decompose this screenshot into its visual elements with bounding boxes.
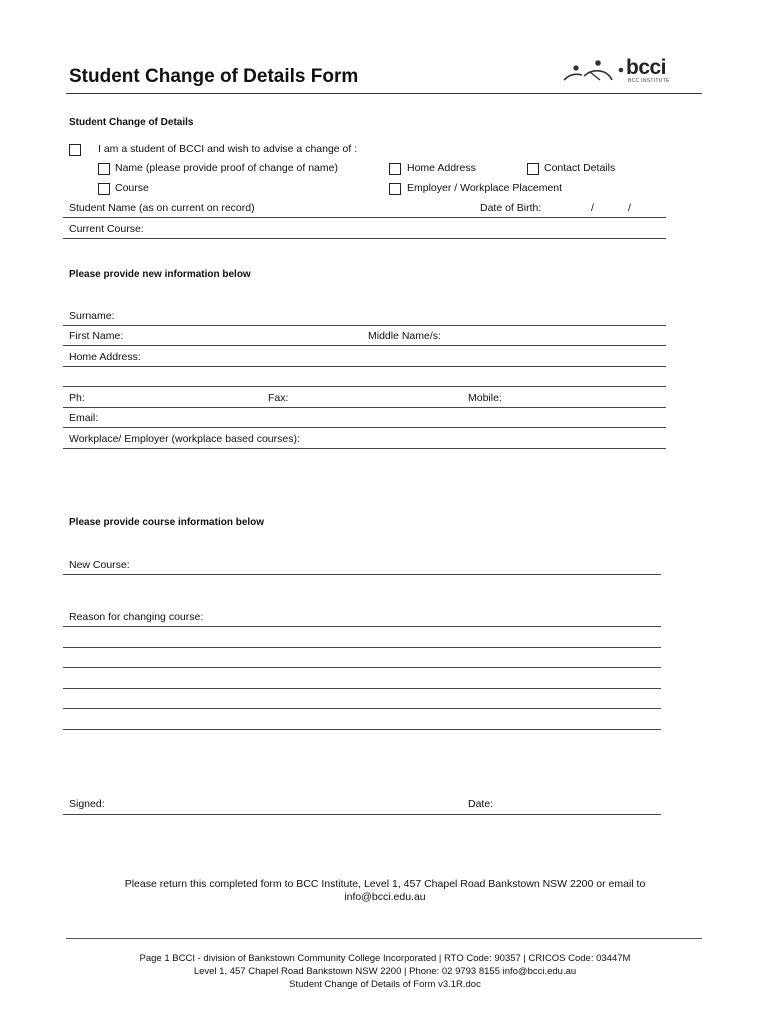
student-name-field[interactable] (63, 217, 666, 218)
student-confirm-checkbox[interactable] (69, 144, 81, 156)
first-name-label: First Name: (69, 330, 124, 342)
home-address-checkbox[interactable] (389, 163, 401, 175)
logo-text: bcci (626, 56, 667, 79)
new-course-label: New Course: (69, 559, 130, 571)
surname-label: Surname: (69, 310, 115, 322)
section-heading-new-information: Please provide new information below (69, 269, 251, 280)
student-name-label: Student Name (as on current on record) (69, 202, 255, 214)
name-change-label: Name (please provide proof of change of name) (115, 162, 338, 174)
middle-name-label: Middle Name/s: (368, 330, 441, 342)
home-address-field[interactable] (63, 366, 666, 367)
signature-field[interactable] (63, 814, 661, 815)
home-address-field-line2[interactable] (63, 386, 666, 387)
new-course-field[interactable] (63, 574, 661, 575)
surname-field[interactable] (63, 325, 666, 326)
email-field[interactable] (63, 427, 666, 428)
reason-field-line[interactable] (63, 667, 661, 668)
contact-details-label: Contact Details (544, 162, 616, 174)
workplace-field[interactable] (63, 448, 666, 449)
employer-checkbox[interactable] (389, 183, 401, 195)
page-title: Student Change of Details Form (69, 66, 359, 87)
footer-line-1: Page 1 BCCI - division of Bankstown Community College Incorporated | RTO Code: 90357 | CRICOS Code: 03447M (139, 953, 631, 964)
home-address-option-label: Home Address (407, 162, 476, 174)
logo-subtext: BCC INSTITUTE (628, 78, 670, 84)
reason-field-line[interactable] (63, 647, 661, 648)
reason-field-line[interactable] (63, 688, 661, 689)
course-option-label: Course (115, 182, 149, 194)
student-confirm-label: I am a student of BCCI and wish to advise a change of : (98, 143, 358, 155)
footer-line-2: Level 1, 457 Chapel Road Bankstown NSW 2200 | Phone: 02 9793 8155 info@bcci.edu.au (193, 966, 577, 977)
section-heading-course-information: Please provide course information below (69, 517, 265, 528)
footer-divider (66, 938, 702, 939)
reason-field-line[interactable] (63, 708, 661, 709)
reason-label: Reason for changing course: (69, 611, 204, 623)
dob-label: Date of Birth: (480, 202, 542, 214)
workplace-label: Workplace/ Employer (workplace based courses): (69, 433, 300, 445)
dob-separator: / (591, 202, 594, 214)
footer-line-3: Student Change of Details of Form v3.1R.doc (289, 979, 481, 990)
phone-field[interactable] (63, 407, 666, 408)
name-change-checkbox[interactable] (98, 163, 110, 175)
date-label: Date: (468, 798, 494, 810)
reason-field-line[interactable] (63, 729, 661, 730)
return-instructions: Please return this completed form to BCC Institute, Level 1, 457 Chapel Road Bankstown NSW 2200 or email to info@bcci.edu.au (124, 878, 646, 903)
header-divider (66, 93, 702, 94)
current-course-field[interactable] (63, 238, 666, 239)
fax-label: Fax: (268, 392, 289, 404)
course-checkbox[interactable] (98, 183, 110, 195)
home-address-label: Home Address: (69, 351, 141, 363)
first-name-field[interactable] (63, 345, 666, 346)
section-heading-change-of-details: Student Change of Details (69, 117, 194, 128)
mobile-label: Mobile: (468, 392, 502, 404)
signed-label: Signed: (69, 798, 105, 810)
employer-option-label: Employer / Workplace Placement (407, 182, 563, 194)
current-course-label: Current Course: (69, 223, 144, 235)
email-label: Email: (69, 412, 99, 424)
contact-details-checkbox[interactable] (527, 163, 539, 175)
dob-separator: / (628, 202, 631, 214)
phone-label: Ph: (69, 392, 85, 404)
reason-field[interactable] (63, 626, 661, 627)
